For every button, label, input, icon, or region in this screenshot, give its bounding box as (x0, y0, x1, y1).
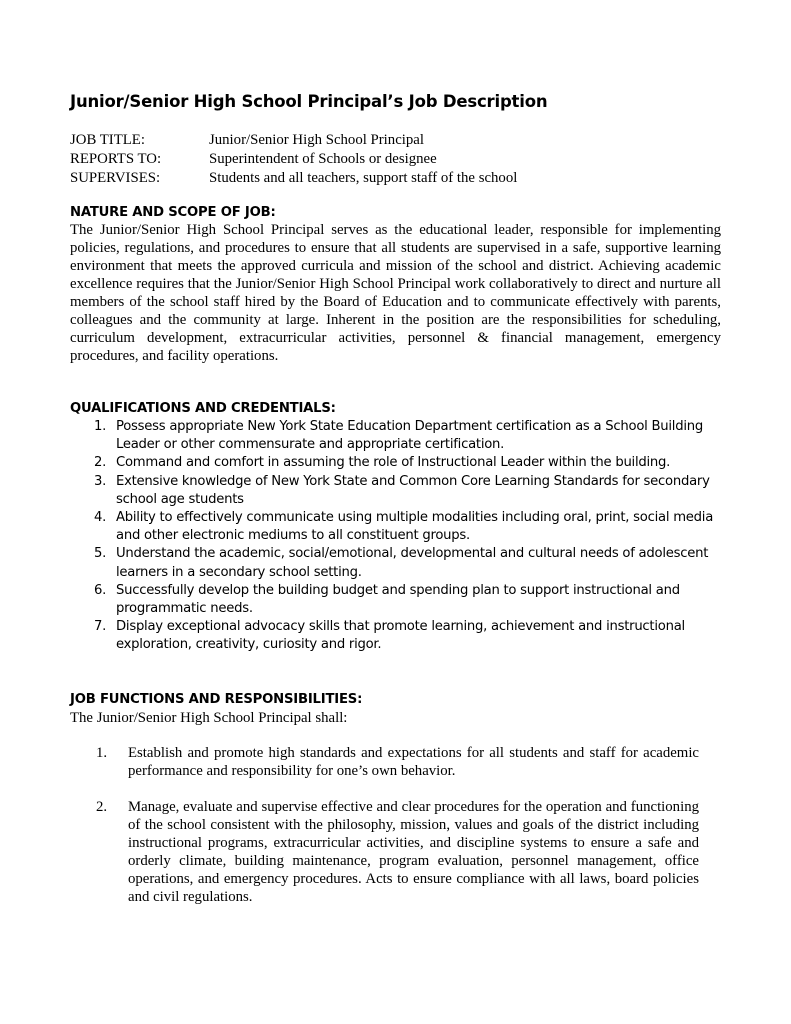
functions-intro: The Junior/Senior High School Principal shall: (70, 710, 348, 726)
nature-paragraph: The Junior/Senior High School Principal serves as the educational leader, responsible for implementing policies, regulations, and procedures to ensure that all students are supervised in a safe, supportive learning environment that meets the approved curricula and mission of the school and district. Achieving academic excellence requires that the Junior/Senior High School Principal work collaboratively to direct and nurture all members of the school staff hired by the Board of Education and to communicate effectively with parents, colleagues and the community at large. Inherent in the position are the responsibilities for scheduling, curriculum development, extracurricular activities, personnel & financial management, emergency procedures, and facility operations. (70, 222, 721, 364)
list-item (84, 418, 724, 454)
meta-value: Students and all teachers, support staff of the school (209, 170, 518, 186)
list-number: 1. (96, 745, 108, 761)
list-item (84, 618, 724, 654)
list-item (84, 473, 724, 509)
list-item (96, 798, 699, 906)
list-number: 3. (94, 473, 107, 489)
meta-label: REPORTS TO: (70, 151, 162, 167)
job-meta-table (70, 131, 517, 188)
list-item-text: Ability to effectively communicate using multiple modalities including oral, print, social media and other electronic mediums to all constituent groups. (116, 510, 714, 544)
list-number: 6. (94, 582, 107, 598)
list-number: 5. (94, 546, 107, 562)
meta-row-supervises (70, 169, 517, 188)
document-title: Junior/Senior High School Principal’s Job Description (70, 92, 548, 111)
list-item (84, 582, 724, 618)
list-item-text: Command and comfort in assuming the role of Instructional Leader within the building. (116, 455, 671, 471)
list-item-text: Possess appropriate New York State Education Department certification as a School Building Leader or other commensurate and appropriate certification. (116, 419, 703, 453)
list-item-text: Extensive knowledge of New York State and Common Core Learning Standards for secondary school age students (116, 473, 710, 507)
list-item-text: Understand the academic, social/emotional, developmental and cultural needs of adolescent learners in a secondary school setting. (116, 546, 709, 580)
list-number: 1. (94, 419, 107, 434)
qualifications-heading: QUALIFICATIONS AND CREDENTIALS: (70, 401, 336, 416)
meta-value: Junior/Senior High School Principal (209, 132, 424, 148)
list-number: 2. (94, 455, 107, 471)
list-item-text: Manage, evaluate and supervise effective and clear procedures for the operation and functioning of the school consistent with the philosophy, mission, values and goals of the district including instructional programs, extracurricular activities, and discipline systems to ensure a safe and orderly climate, building maintenance, program evaluation, personnel management, office operations, and emergency procedures. Acts to ensure compliance with all laws, board policies and civil regulations. (128, 799, 699, 905)
list-item (84, 545, 724, 581)
list-number: 2. (96, 799, 108, 815)
list-item-text: Display exceptional advocacy skills that promote learning, achievement and instructional exploration, creativity, curiosity and rigor. (116, 619, 685, 653)
qualifications-list (84, 418, 724, 655)
functions-heading: JOB FUNCTIONS AND RESPONSIBILITIES: (70, 692, 363, 707)
list-item-text: Successfully develop the building budget and spending plan to support instructional and programmatic needs. (116, 582, 680, 617)
list-item (84, 509, 724, 545)
nature-heading: NATURE AND SCOPE OF JOB: (70, 205, 276, 220)
list-item (84, 454, 724, 472)
meta-row-job-title (70, 131, 517, 150)
responsibilities-list (96, 744, 699, 924)
meta-label: SUPERVISES: (70, 170, 161, 186)
meta-value: Superintendent of Schools or designee (209, 151, 437, 167)
list-item-text: Establish and promote high standards and expectations for all students and staff for academic performance and responsibility for one’s own behavior. (128, 745, 699, 779)
list-number: 7. (94, 619, 107, 635)
list-item (96, 744, 699, 780)
list-number: 4. (94, 510, 107, 526)
meta-label: JOB TITLE: (70, 132, 145, 148)
meta-row-reports-to (70, 150, 517, 169)
